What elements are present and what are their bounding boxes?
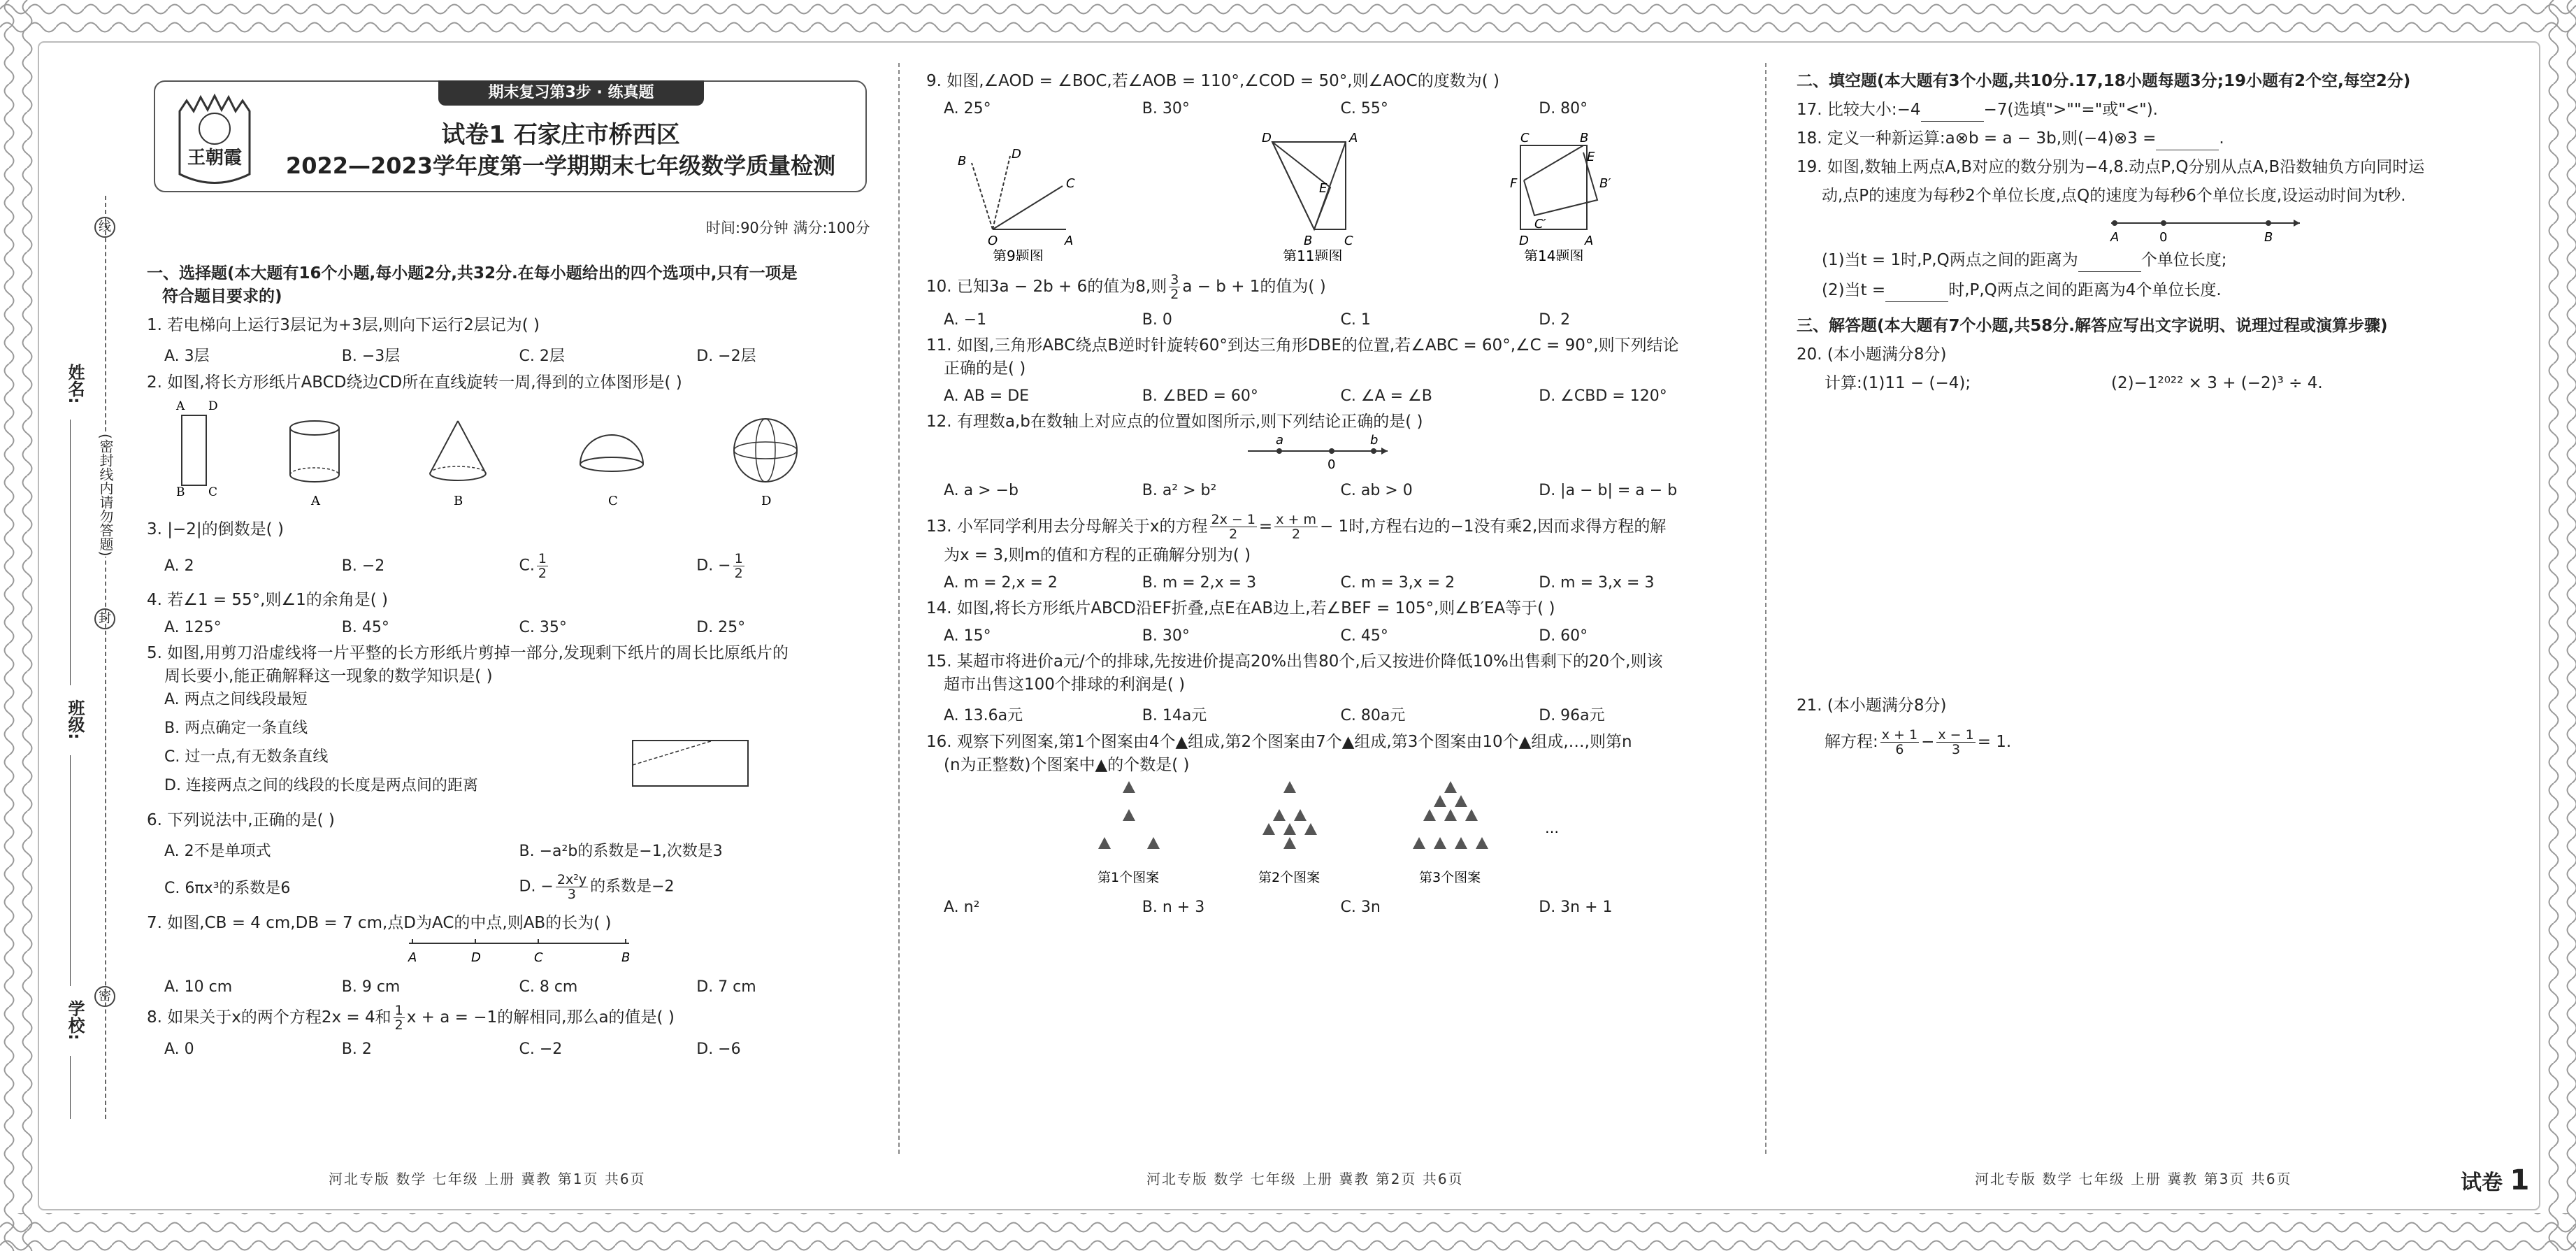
q11-stem: 11. 如图,三角形ABC绕点B逆时针旋转60°到达三角形DBE的位置,若∠ABC = 60°,∠C = 90°,则下列结论: [926, 336, 1679, 355]
q3-option-d[interactable]: D. − $\frac{1}{2}$: [696, 550, 743, 581]
fig11-label: C: [1344, 234, 1353, 248]
q11-option-a[interactable]: A. AB = DE: [944, 387, 1030, 405]
triangle-icon: [1098, 837, 1111, 849]
triangle-icon: [1123, 809, 1135, 821]
q19-part-1: (1)当t = 1时,P,Q两点之间的距离为 个单位长度;: [1797, 249, 2538, 272]
q16-option-b[interactable]: B. n + 3: [1142, 899, 1205, 916]
q11-option-d[interactable]: D. ∠CBD = 120°: [1539, 387, 1667, 405]
q13-stem: 13. 小军同学利用去分母解关于x的方程 $\frac{2x - 1}{2}$ = $\frac{x + m}{2}$ − 1时,方程右边的−1没有乘2,因而求得方程的解: [926, 511, 1667, 542]
q21-answer-area[interactable]: [1797, 759, 2538, 1025]
q12-stem: 12. 有理数a,b在数轴上对应点的位置如图所示,则下列结论正确的是( ): [926, 413, 1423, 431]
cone-shape: [430, 421, 486, 480]
q17-stem: 17. 比较大小:−4 −7(选填">""="或"<").: [1797, 99, 2538, 122]
q11-option-b[interactable]: B. ∠BED = 60°: [1142, 387, 1258, 405]
fig9-label: D: [1012, 147, 1021, 162]
triangle-icon: [1434, 837, 1446, 849]
triangle-icon: [1294, 809, 1307, 821]
rectangle-abcd: [182, 415, 206, 485]
q12-number-line: [926, 434, 1737, 472]
triangle-icon: [1273, 809, 1286, 821]
fig14-folded-rectangle: [1520, 145, 1597, 229]
q20-part-2: (2)−1²⁰²² × 3 + (−2)³ ÷ 4.: [2111, 374, 2323, 392]
q2-figure: [147, 394, 874, 510]
q5-stem-cont: 周长要小,能正确解释这一现象的数学知识是( ): [164, 667, 493, 685]
q10-stem: 10. 已知3a − 2b + 6的值为8,则 $\frac{3}{2}$ a − b + 1的值为( ): [926, 271, 1326, 302]
q11-stem-cont: 正确的是( ): [944, 359, 1026, 378]
column-1: [147, 70, 874, 1161]
q12-option-c[interactable]: C. ab > 0: [1340, 482, 1413, 499]
fig14-label: A: [1585, 234, 1594, 248]
q6-option-c[interactable]: C. 6πx³的系数是6: [164, 880, 291, 897]
q4-option-d[interactable]: D. 25°: [696, 619, 746, 636]
q4-option-a[interactable]: A. 125°: [164, 619, 222, 636]
section-3-heading: 三、解答题(本大题有7个小题,共58分.解答应写出文字说明、说理过程或演算步骤): [1797, 317, 2388, 335]
q5-option-b[interactable]: B. 两点确定一条直线: [164, 720, 308, 737]
q14-option-c[interactable]: C. 45°: [1340, 627, 1388, 645]
sphere-shape: [734, 419, 797, 482]
q20-stem: 20. (本小题满分8分): [1797, 345, 1947, 364]
q16-triangle-patterns: [926, 777, 1737, 889]
triangle-icon: [1283, 823, 1296, 835]
q3-option-a[interactable]: A. 2: [164, 557, 194, 575]
q16-caption: 第2个图案: [1258, 870, 1321, 885]
column-2: [926, 70, 1737, 1161]
q12-options: [926, 482, 1737, 499]
exam-banner: [154, 80, 867, 192]
triangle-icon: [1147, 837, 1160, 849]
q20-answer-area[interactable]: [1797, 395, 2538, 689]
q1-option-a[interactable]: A. 3层: [164, 348, 210, 365]
q4-stem: 4. 若∠1 = 55°,则∠1的余角是( ): [147, 591, 388, 609]
q16-option-a[interactable]: A. n²: [944, 899, 980, 916]
q8-option-d[interactable]: D. −6: [696, 1041, 741, 1058]
triangle-icons: [1098, 781, 1488, 849]
q19-1-answer-blank[interactable]: [2078, 257, 2141, 272]
q4-option-c[interactable]: C. 35°: [519, 619, 567, 636]
q19-label: 0: [2159, 230, 2168, 245]
fig9-label: O: [988, 234, 998, 248]
q2-label: B: [176, 485, 185, 499]
q13-option-c[interactable]: C. m = 3,x = 2: [1340, 574, 1455, 592]
q2-stem: 2. 如图,将长方形纸片ABCD绕边CD所在直线旋转一周,得到的立体图形是( ): [147, 373, 682, 392]
q16-caption: 第3个图案: [1419, 870, 1481, 885]
triangle-icon: [1413, 837, 1425, 849]
cylinder-shape: [290, 421, 339, 482]
q9-q11-q14-figures: [926, 117, 1737, 261]
q3-options: [147, 548, 874, 583]
q1-option-c[interactable]: C. 2层: [519, 348, 565, 365]
q3-stem: 3. |−2|的倒数是( ): [147, 520, 284, 538]
q2-choice-label: C: [608, 494, 618, 508]
q18-answer-blank[interactable]: [2156, 135, 2219, 150]
q10-option-c[interactable]: C. 1: [1340, 311, 1371, 329]
review-badge: 期末复习第3步 · 练真题: [438, 80, 704, 106]
q16-stem-cont: (n为正整数)个图案中▲的个数是( ): [944, 756, 1190, 774]
q6-option-b[interactable]: B. −a²b的系数是−1,次数是3: [519, 843, 723, 860]
logo-text: 王朝霞: [187, 148, 243, 169]
q2-choice-label: A: [311, 494, 320, 508]
q16-option-d[interactable]: D. 3n + 1: [1539, 899, 1613, 916]
q2-label: C: [208, 485, 218, 499]
q21-equation: 解方程: $\frac{x + 1}{6}$ − $\frac{x - 1}{3}$ = 1.: [1825, 727, 2012, 757]
q6-stem: 6. 下列说法中,正确的是( ): [147, 811, 335, 829]
school-label: 学校:: [65, 1000, 85, 1041]
q3-option-b[interactable]: B. −2: [341, 557, 385, 575]
q7-point-label: D: [471, 950, 481, 965]
q19-label: A: [2110, 230, 2120, 245]
fig11-caption: 第11题图: [1283, 248, 1343, 261]
q7-figure: [147, 935, 874, 968]
q8-options: [147, 1041, 874, 1058]
fig14-label: C: [1520, 131, 1530, 145]
exam-subtitle: 2022—2023学年度第一学期期末七年级数学质量检测: [285, 152, 836, 179]
q9-option-b[interactable]: B. 30°: [1142, 100, 1190, 117]
fig9-angles: [972, 156, 1066, 229]
q15-option-a[interactable]: A. 13.6a元: [944, 707, 1023, 724]
q8-option-b[interactable]: B. 2: [341, 1041, 372, 1058]
seal-mark-3: 密: [94, 986, 115, 1007]
page-footer-3: 河北专版 数学 七年级 上册 冀教 第3页 共6页: [1975, 1171, 2292, 1187]
q7-stem: 7. 如图,CB = 4 cm,DB = 7 cm,点D为AC的中点,则AB的长为( ): [147, 914, 612, 932]
fig11-label: E: [1319, 181, 1327, 196]
fig11-label: A: [1349, 131, 1358, 145]
q21-stem: 21. (本小题满分8分): [1797, 696, 1947, 715]
q11-option-c[interactable]: C. ∠A = ∠B: [1340, 387, 1432, 405]
q15-options: [926, 703, 1737, 725]
q6-option-a[interactable]: A. 2不是单项式: [164, 843, 271, 860]
school-line[interactable]: [70, 1056, 71, 1119]
triangle-icon: [1444, 781, 1457, 793]
q15-option-c[interactable]: C. 80a元: [1340, 707, 1406, 724]
seal-mark-2: 封: [94, 608, 115, 629]
seal-mark-1: 线: [94, 217, 115, 238]
q6-options-row2: [147, 868, 874, 906]
q20-part-1: 计算:(1)11 − (−4);: [1825, 374, 1971, 392]
page-footer-2: 河北专版 数学 七年级 上册 冀教 第2页 共6页: [1146, 1171, 1464, 1187]
q12-option-b[interactable]: B. a² > b²: [1142, 482, 1217, 499]
q2-choice-label: D: [761, 494, 772, 508]
q14-option-d[interactable]: D. 60°: [1539, 627, 1588, 645]
q2-label: A: [176, 399, 185, 413]
q15-stem-cont: 超市出售这100个排球的利润是( ): [944, 675, 1186, 694]
q9-option-d[interactable]: D. 80°: [1539, 100, 1588, 117]
q11-options: [926, 387, 1737, 405]
fig9-label: C: [1066, 176, 1075, 191]
q14-option-b[interactable]: B. 30°: [1142, 627, 1190, 645]
q5-figure: [629, 737, 755, 793]
fig11-label: D: [1262, 131, 1272, 145]
q14-option-a[interactable]: A. 15°: [944, 627, 991, 645]
q6-options-row1: [147, 839, 874, 861]
q10-option-b[interactable]: B. 0: [1142, 311, 1172, 329]
q13-stem-cont: 为x = 3,则m的值和方程的正确解分别为( ): [944, 546, 1251, 564]
exam-title: 试卷1 石家庄市桥西区: [441, 121, 680, 149]
fig14-label: D: [1519, 234, 1529, 248]
q7-point-label: C: [534, 950, 543, 965]
q15-stem: 15. 某超市将进价a元/个的排球,先按进价提高20%出售80个,后又按进价降低10%出售剩下的20个,则该: [926, 652, 1663, 671]
q16-stem: 16. 观察下列图案,第1个图案由4个▲组成,第2个图案由7个▲组成,第3个图案由10个▲组成,…,则第n: [926, 733, 1632, 751]
q9-option-c[interactable]: C. 55°: [1340, 100, 1388, 117]
q19-stem-cont: 动,点P的速度为每秒2个单位长度,点Q的速度为每秒6个单位长度,设运动时间为t秒.: [1822, 187, 2406, 205]
fig14-caption: 第14题图: [1524, 248, 1584, 261]
q19-2-answer-blank[interactable]: [1885, 287, 1948, 302]
q12-label: b: [1370, 434, 1379, 448]
q6-option-d[interactable]: D. − $\frac{\text{2x²y}}{3}$ 的系数是−2: [519, 872, 675, 902]
q13-option-d[interactable]: D. m = 3,x = 3: [1539, 574, 1655, 592]
fig14-label: B′: [1599, 176, 1611, 191]
q16-caption: 第1个图案: [1098, 870, 1160, 885]
column-3: [1797, 70, 2538, 1161]
q19-number-line: [1797, 208, 2538, 246]
q4-option-b[interactable]: B. 45°: [341, 619, 389, 636]
q5-option-d[interactable]: D. 连接两点之间的线段的长度是两点间的距离: [164, 777, 478, 794]
q14-stem: 14. 如图,将长方形纸片ABCD沿EF折叠,点E在AB边上,若∠BEF = 105°,则∠B′EA等于( ): [926, 599, 1555, 617]
fig14-label: B: [1580, 131, 1589, 145]
q12-option-a[interactable]: A. a > −b: [944, 482, 1019, 499]
triangle-icon: [1283, 837, 1296, 849]
q1-option-d[interactable]: D. −2层: [696, 348, 756, 365]
triangle-icon: [1123, 781, 1135, 793]
q9-options: [926, 100, 1737, 117]
q16-ellipsis: …: [1545, 820, 1559, 836]
fig9-label: B: [958, 154, 967, 169]
q10-options: [926, 311, 1737, 329]
q8-option-a[interactable]: A. 0: [164, 1041, 194, 1058]
q14-options: [926, 627, 1737, 645]
triangle-icon: [1455, 837, 1467, 849]
publisher-logo-icon: [173, 90, 257, 188]
hemisphere-shape: [580, 435, 643, 471]
fig9-caption: 第9题图: [993, 248, 1044, 261]
q17-answer-blank[interactable]: [1921, 106, 1984, 122]
q20-parts: [1797, 372, 2538, 395]
q9-option-a[interactable]: A. 25°: [944, 100, 991, 117]
q15-option-d[interactable]: D. 96a元: [1539, 707, 1605, 724]
q2-label: D: [208, 399, 218, 413]
triangle-icon: [1304, 823, 1317, 835]
q5-option-a[interactable]: A. 两点之间线段最短: [164, 691, 308, 708]
q13-options: [926, 574, 1737, 592]
triangle-icon: [1283, 781, 1296, 793]
q15-option-b[interactable]: B. 14a元: [1142, 707, 1207, 724]
q4-options: [147, 619, 874, 636]
seal-line: [105, 196, 106, 1119]
q12-label: a: [1276, 434, 1284, 448]
exam-time: 时间:90分钟 满分:100分: [706, 220, 870, 236]
q1-stem: 1. 若电梯向上运行3层记为+3层,则向下运行2层记为( ): [147, 316, 540, 334]
q10-option-d[interactable]: D. 2: [1539, 311, 1571, 329]
q5-options: [147, 688, 874, 803]
page-footer-1: 河北专版 数学 七年级 上册 冀教 第1页 共6页: [329, 1171, 646, 1187]
q19-part-2: (2)当t = 时,P,Q两点之间的距离为4个单位长度.: [1797, 279, 2538, 302]
q19-label: B: [2264, 230, 2273, 245]
q7-options: [147, 978, 874, 996]
triangle-icon: [1423, 809, 1436, 821]
q5-option-c[interactable]: C. 过一点,有无数条直线: [164, 748, 329, 766]
name-label: 姓名:: [65, 364, 85, 404]
q8-stem: 8. 如果关于x的两个方程2x = 4和 $\frac{1}{2}$ x + a = −1的解相同,那么a的值是( ): [147, 1002, 675, 1033]
paper-number: 试卷 1: [2461, 1164, 2530, 1196]
triangle-icon: [1434, 795, 1446, 807]
fig14-label: F: [1510, 176, 1518, 191]
q13-option-a[interactable]: A. m = 2,x = 2: [944, 574, 1058, 592]
fig14-label: E: [1587, 150, 1595, 164]
class-line[interactable]: [70, 755, 71, 986]
q7-option-b[interactable]: B. 9 cm: [341, 978, 401, 996]
section-2-heading: 二、填空题(本大题有3个小题,共10分.17,18小题每题3分;19小题有2个空,每空2分): [1797, 72, 2411, 90]
q12-option-d[interactable]: D. |a − b| = a − b: [1539, 482, 1678, 499]
column-divider: [1765, 63, 1766, 1154]
q7-option-a[interactable]: A. 10 cm: [164, 978, 233, 996]
fig11-label: B: [1304, 234, 1313, 248]
triangle-icon: [1262, 823, 1275, 835]
q7-option-c[interactable]: C. 8 cm: [519, 978, 578, 996]
q19-stem: 19. 如图,数轴上两点A,B对应的数分别为−4,8.动点P,Q分别从点A,B沿数轴负方向同时运: [1797, 158, 2425, 176]
q1-options: [147, 344, 874, 366]
fig11-triangles: [1272, 142, 1346, 229]
class-label: 班级:: [65, 699, 85, 740]
binding-strip: [56, 210, 133, 1119]
q2-choice-label: B: [454, 494, 463, 508]
q16-option-c[interactable]: C. 3n: [1340, 899, 1381, 916]
q5-stem: 5. 如图,用剪刀沿虚线将一片平整的长方形纸片剪掉一部分,发现剩下纸片的周长比原纸片的: [147, 644, 789, 662]
q7-point-label: A: [408, 950, 417, 965]
q7-option-d[interactable]: D. 7 cm: [696, 978, 756, 996]
q18-stem: 18. 定义一种新运算:a⊗b = a − 3b,则(−4)⊗3 = .: [1797, 127, 2538, 150]
name-line[interactable]: [70, 420, 71, 685]
fig14-label: C′: [1534, 217, 1546, 231]
triangle-icon: [1465, 809, 1478, 821]
column-divider: [898, 63, 900, 1154]
triangle-icon: [1444, 809, 1457, 821]
section-1-heading-cont: 符合题目要求的): [162, 287, 282, 306]
triangle-icon: [1455, 795, 1467, 807]
q1-option-b[interactable]: B. −3层: [341, 348, 401, 365]
section-1-heading: 一、选择题(本大题有16个小题,每小题2分,共32分.在每小题给出的四个选项中,只有一项是: [147, 264, 798, 283]
q10-option-a[interactable]: A. −1: [944, 311, 987, 329]
triangle-icon: [1476, 837, 1488, 849]
q12-label: 0: [1327, 457, 1336, 472]
q7-point-label: B: [621, 950, 631, 965]
q13-option-b[interactable]: B. m = 2,x = 3: [1142, 574, 1257, 592]
fig9-label: A: [1065, 234, 1074, 248]
seal-note: (密封线内请勿答题): [96, 434, 116, 557]
q9-stem: 9. 如图,∠AOD = ∠BOC,若∠AOB = 110°,∠COD = 50°,则∠AOC的度数为( ): [926, 72, 1499, 90]
q16-options: [926, 899, 1737, 916]
q8-option-c[interactable]: C. −2: [519, 1041, 563, 1058]
q3-option-c[interactable]: C. $\frac{1}{2}$: [519, 550, 547, 581]
